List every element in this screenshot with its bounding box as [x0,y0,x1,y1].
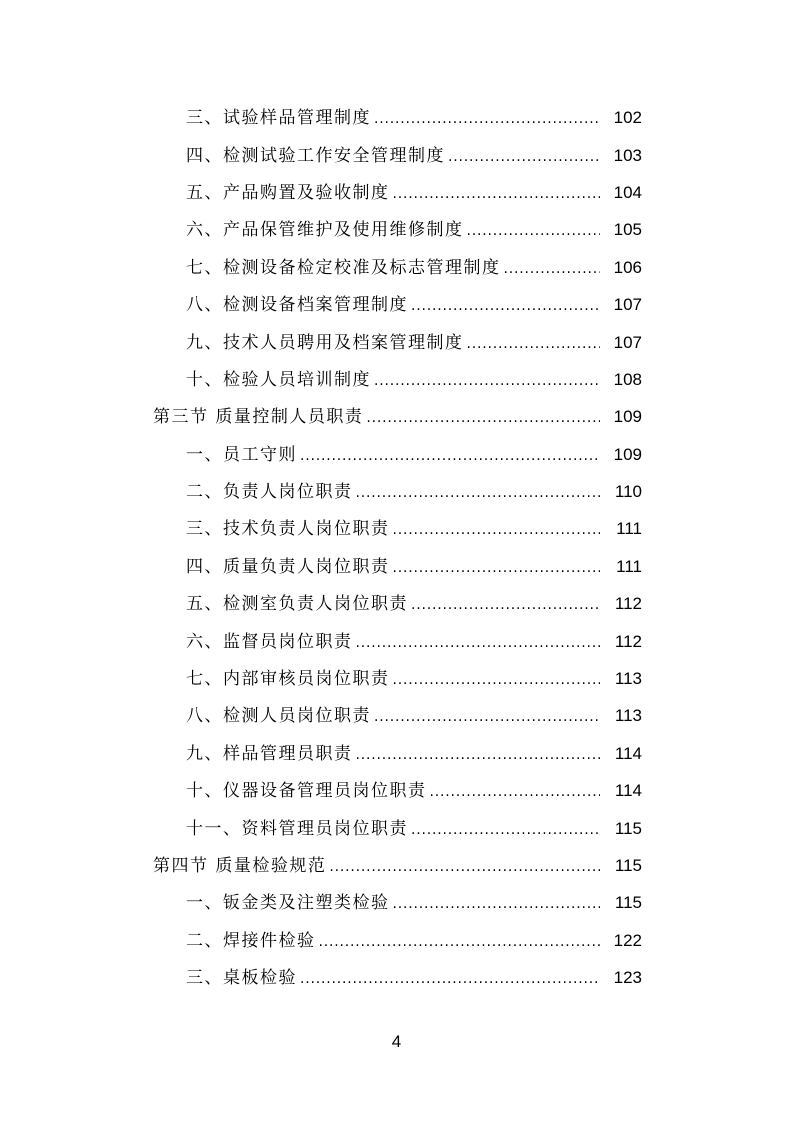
toc-entry[interactable] [0,736,793,773]
toc-entry-title: 九、样品管理员职责 [186,743,353,764]
toc-entry-title: 六、产品保管维护及使用维修制度 [186,220,464,241]
toc-entry[interactable] [0,960,793,997]
toc-entry-title: 一、员工守则 [186,444,297,465]
dot-leader [411,595,600,615]
toc-entry-page: 112 [614,594,642,614]
toc-entry-title: 六、监督员岗位职责 [186,631,353,652]
dot-leader [411,296,600,316]
dot-leader [393,894,601,914]
toc-entry[interactable] [0,810,793,847]
toc-entry-page: 115 [614,893,642,913]
toc-entry-title: 二、负责人岗位职责 [186,482,353,503]
toc-entry-title: 第三节 质量控制人员职责 [153,407,364,428]
toc-entry-page: 107 [613,295,642,315]
dot-leader [356,745,601,765]
toc-entry-title: 五、检测室负责人岗位职责 [186,594,408,615]
dot-leader [300,969,600,989]
toc-entry[interactable] [0,661,793,698]
toc-entry-page: 112 [614,631,642,651]
toc-entry-page: 106 [613,257,642,277]
toc-entry-title: 五、产品购置及验收制度 [186,182,390,203]
dot-leader [366,408,600,428]
toc-entry-title: 八、检测设备档案管理制度 [186,295,408,316]
toc-entry-page: 115 [614,818,642,838]
toc-entry-title: 三、桌板检验 [186,968,297,989]
toc-entry-page: 114 [614,781,642,801]
toc-entry-title: 十、仪器设备管理员岗位职责 [186,781,427,802]
toc-entry-title: 十、检验人员培训制度 [186,369,371,390]
toc-entry[interactable] [0,474,793,511]
toc-entry-page: 114 [614,743,642,763]
toc-entry[interactable] [0,698,793,735]
dot-leader [393,520,601,540]
toc-entry[interactable] [0,623,793,660]
toc-entry-page: 102 [613,108,642,128]
toc-entry[interactable] [0,137,793,174]
toc-entry-page: 110 [614,482,642,502]
toc-section-entry[interactable] [0,848,793,885]
toc-entry[interactable] [0,437,793,474]
toc-entry-page: 108 [613,369,642,389]
toc-entry[interactable] [0,250,793,287]
toc-entry-page: 113 [614,706,642,726]
dot-leader [319,932,601,952]
dot-leader [393,670,601,690]
toc-entry-title: 四、质量负责人岗位职责 [186,556,390,577]
table-of-contents [0,100,793,997]
toc-entry-page: 113 [614,669,642,689]
toc-entry[interactable] [0,212,793,249]
dot-leader [430,782,601,802]
dot-leader [393,184,601,204]
toc-entry[interactable] [0,287,793,324]
dot-leader [467,334,601,354]
dot-leader [374,707,600,727]
toc-entry[interactable] [0,175,793,212]
dot-leader [467,221,601,241]
toc-entry-page: 103 [613,145,642,165]
toc-entry-page: 109 [613,444,642,464]
toc-entry-title: 三、技术负责人岗位职责 [186,519,390,540]
dot-leader [356,483,601,503]
dot-leader [300,446,600,466]
dot-leader [329,857,600,877]
toc-entry[interactable] [0,586,793,623]
dot-leader [356,633,601,653]
dot-leader [448,147,600,167]
toc-entry-page: 109 [613,407,642,427]
toc-entry[interactable] [0,511,793,548]
dot-leader [393,558,601,578]
toc-entry-page: 122 [613,930,642,950]
toc-entry[interactable] [0,100,793,137]
toc-entry[interactable] [0,923,793,960]
toc-entry-title: 九、技术人员聘用及档案管理制度 [186,332,464,353]
dot-leader [374,371,600,391]
toc-entry-title: 四、检测试验工作安全管理制度 [186,145,445,166]
toc-section-entry[interactable] [0,399,793,436]
toc-entry[interactable] [0,362,793,399]
toc-entry-title: 一、钣金类及注塑类检验 [186,893,390,914]
dot-leader [411,820,600,840]
toc-entry[interactable] [0,549,793,586]
toc-entry-title: 七、检测设备检定校准及标志管理制度 [186,257,501,278]
toc-entry[interactable] [0,773,793,810]
toc-entry[interactable] [0,885,793,922]
dot-leader [504,259,601,279]
toc-entry-title: 七、内部审核员岗位职责 [186,669,390,690]
toc-entry-page: 115 [614,856,642,875]
toc-entry-title: 第四节 质量检验规范 [153,856,327,876]
dot-leader [374,109,600,129]
toc-entry[interactable] [0,324,793,361]
toc-entry-title: 十一、资料管理员岗位职责 [186,818,408,839]
toc-entry-title: 二、焊接件检验 [186,930,316,951]
toc-entry-page: 107 [613,332,642,352]
toc-entry-title: 八、检测人员岗位职责 [186,706,371,727]
page-number: 4 [391,1032,402,1051]
toc-entry-page: 104 [613,182,642,202]
toc-entry-title: 三、试验样品管理制度 [186,108,371,129]
toc-entry-page: 105 [613,220,642,240]
toc-entry-page: 123 [613,968,642,988]
toc-entry-page: 111 [616,519,642,539]
toc-entry-page: 111 [616,556,642,576]
